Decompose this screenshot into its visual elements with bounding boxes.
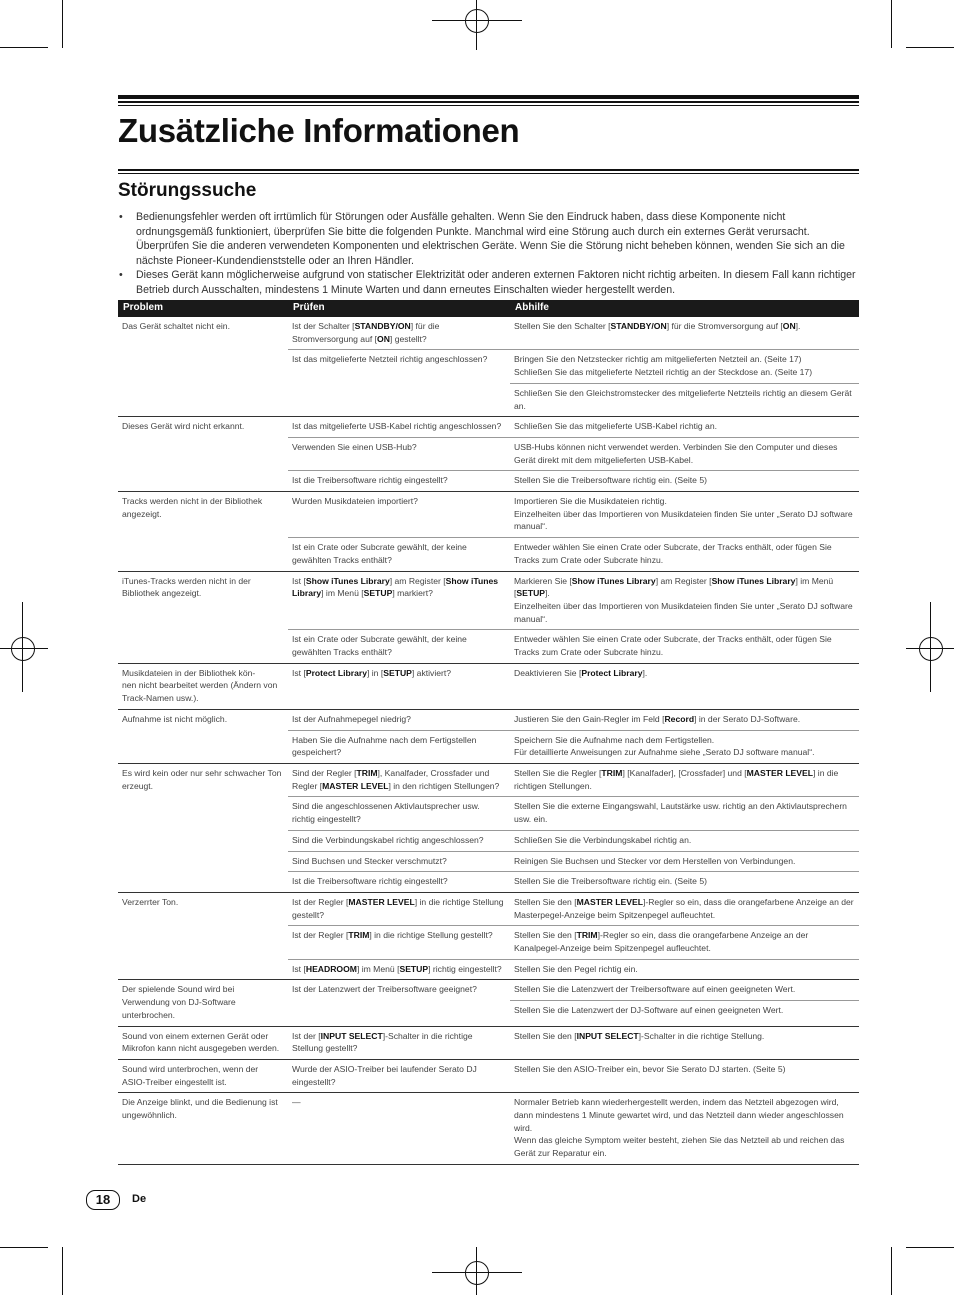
crop-mark (0, 47, 48, 48)
check-cell: Sind der Regler [TRIM], Kanalfader, Crossfader und Regler [MASTER LEVEL] in den richtigen Stellungen? (292, 767, 500, 791)
problem-cell: Musikdateien in der Bibliothek kön- nen nicht bearbeitet werden (Ändern von Track-Namen usw.). (122, 667, 278, 704)
check-cell: Ist das mitgelieferte Netzteil richtig angeschlossen? (292, 354, 488, 365)
check-row (288, 710, 859, 730)
check-cell: Ist der Regler [TRIM] in die richtige Stellung gestellt? (292, 930, 493, 941)
check-row (288, 437, 859, 470)
remedy-cell: Stellen Sie die Latenzwert der Treibersoftware auf einen geeigneten Wert. (514, 984, 796, 995)
remedy-cell: Speichern Sie die Aufnahme nach dem Fertigstellen. Für detaillierte Anweisungen zur Aufnahme siehe „Serato DJ software manual“. (514, 734, 815, 758)
check-row (288, 893, 859, 925)
check-cell: — (292, 1097, 301, 1108)
table-row (118, 1060, 859, 1093)
check-cell: Ist die Treibersoftware richtig eingestellt? (292, 876, 448, 887)
check-cell: Ist [HEADROOM] im Menü [SETUP] richtig eingestellt? (292, 963, 502, 974)
check-cell: Ist [Show iTunes Library] am Register [Show iTunes Library] im Menü [SETUP] markiert? (292, 575, 498, 599)
problem-cell: Sound wird unterbrochen, wenn der ASIO-Treiber eingestellt ist. (122, 1063, 259, 1087)
check-cell: Ist die Treibersoftware richtig eingestellt? (292, 475, 448, 486)
check-row (288, 492, 859, 537)
crop-mark (891, 0, 892, 48)
remedy-cell: Stellen Sie die externe Eingangswahl, Lautstärke usw. richtig an den Aktivlautsprechern usw. ein. (514, 801, 847, 825)
check-row (288, 830, 859, 851)
check-row (288, 851, 859, 872)
header-rule (118, 105, 859, 106)
check-row (288, 349, 859, 416)
check-row (288, 925, 859, 958)
check-cell: Ist der Schalter [STANDBY/ON] für die Stromversorgung auf [ON] gestellt? (292, 321, 440, 344)
header-remedy: Abhilfe (515, 302, 549, 314)
problem-cell: Aufnahme ist nicht möglich. (122, 713, 228, 724)
section-title: Störungssuche (118, 180, 257, 201)
problem-cell: Dieses Gerät wird nicht erkannt. (122, 421, 245, 432)
table-row (118, 492, 859, 572)
check-row (288, 1027, 859, 1059)
crop-mark (906, 1247, 954, 1248)
check-cell: Ist das mitgelieferte USB-Kabel richtig angeschlossen? (292, 421, 502, 432)
check-row (288, 572, 859, 630)
remedy-cell: Stellen Sie den Pegel richtig ein. (514, 963, 638, 974)
check-row (288, 664, 859, 684)
problem-cell: Sound von einem externen Gerät oder Mikrofon kann nicht ausgegeben werden. (122, 1030, 280, 1054)
header-rule (118, 95, 859, 99)
check-row (288, 730, 859, 763)
header-rule (118, 101, 859, 103)
remedy-cell: Stellen Sie den [MASTER LEVEL]-Regler so ein, dass die orangefarbene Anzeige an der Masterpegel-Anzeige beim Spitzenpegel aufleuchtet. (514, 896, 854, 920)
table-row (118, 1093, 859, 1165)
check-row (288, 1093, 859, 1164)
remedy-cell: Stellen Sie die Latenzwert der DJ-Software auf einen geeigneten Wert. (510, 1000, 859, 1021)
problem-cell: iTunes-Tracks werden nicht in der Bibliothek angezeigt. (122, 575, 251, 599)
remedy-cell: USB-Hubs können nicht verwendet werden. Verbinden Sie den Computer und dieses Gerät direkt mit dem mitgelieferten USB-Kabel. (514, 441, 838, 465)
remedy-cell: Stellen Sie den ASIO-Treiber ein, bevor Sie Serato DJ starten. (Seite 5) (514, 1063, 786, 1074)
intro-bullet: • Dieses Gerät kann möglicherweise aufgrund von statischer Elektrizität oder anderen externen Faktoren nicht richtig arbeiten. In diesem Fall kann richtiger Betrieb durch Ausschalten, mindestens 1 Minute Warten und dann erneutes Einschalten wieder hergestellt werden. (118, 268, 859, 297)
check-cell: Wurde der ASIO-Treiber bei laufender Serato DJ eingestellt? (292, 1063, 477, 1087)
remedy-cell: Schließen Sie die Verbindungskabel richtig an. (514, 834, 692, 845)
remedy-cell: Stellen Sie die Treibersoftware richtig ein. (Seite 5) (514, 475, 707, 486)
remedy-cell: Deaktivieren Sie [Protect Library]. (514, 667, 648, 678)
problem-cell: Es wird kein oder nur sehr schwacher Ton erzeugt. (122, 767, 282, 791)
remedy-cell: Stellen Sie den [INPUT SELECT]-Schalter in die richtige Stellung. (514, 1030, 765, 1041)
table-row (118, 893, 859, 981)
registration-circle (919, 637, 943, 661)
remedy-cell: Schließen Sie das mitgelieferte USB-Kabel richtig an. (514, 421, 718, 432)
title-rule (118, 173, 859, 174)
check-cell: Ist der Aufnahmepegel niedrig? (292, 713, 411, 724)
troubleshooting-table (118, 300, 859, 1165)
remedy-cell: Entweder wählen Sie einen Crate oder Subcrate, der Tracks enthält, oder fügen Sie Tracks zum Crate oder Subcrate hinzu. (514, 634, 832, 658)
check-cell: Sind die Verbindungskabel richtig angeschlossen? (292, 834, 484, 845)
remedy-cell: Normaler Betrieb kann wiederhergestellt werden, indem das Netzteil abgezogen wird, dann mindestens 1 Minute gewartet wird, und das Netzteil dann wieder angeschlossen wird. Wenn das gleiche Symptom weiter besteht, ziehen Sie das Netzteil ab und reichen das Gerät zur Reparatur ein. (514, 1097, 845, 1159)
intro-list (118, 210, 859, 298)
check-row (288, 317, 859, 349)
check-cell: Ist [Protect Library] in [SETUP] aktiviert? (292, 667, 452, 678)
table-row (118, 710, 859, 764)
remedy-cell: Entweder wählen Sie einen Crate oder Subcrate, der Tracks enthält, oder fügen Sie Tracks zum Crate oder Subcrate hinzu. (514, 542, 832, 565)
check-cell: Sind Buchsen und Stecker verschmutzt? (292, 855, 447, 866)
remedy-cell: Stellen Sie die Regler [TRIM] [Kanalfader], [Crossfader] und [MASTER LEVEL] in die richtigen Stellungen. (514, 767, 839, 791)
check-cell: Ist der [INPUT SELECT]-Schalter in die richtige Stellung gestellt? (292, 1030, 473, 1054)
table-row (118, 980, 859, 1026)
table-row (118, 417, 859, 492)
remedy-cell: Stellen Sie den Schalter [STANDBY/ON] für die Stromversorgung auf [ON]. (514, 321, 801, 331)
check-cell: Sind die angeschlossenen Aktivlautsprecher usw. richtig eingestellt? (292, 801, 480, 825)
check-row (288, 629, 859, 662)
intro-bullet: • Bedienungsfehler werden oft irrtümlich für Störungen oder Ausfälle gehalten. Wenn Sie den Eindruck haben, dass diese Komponente nicht ordnungsgemäß funktioniert, überprüfen Sie bitte die folgenden Punkte. Manchmal wird eine Störung auch durch ein externes Gerät verursacht. Überprüfen Sie die anderen verwendeten Komponenten und elektrischen Geräte. Wenn Sie die Störung nicht beheben können, wenden Sie sich an die nächste Pioneer-Kundendienststelle oder an Ihren Händler. (118, 210, 859, 268)
language-code: De (132, 1193, 147, 1205)
problem-cell: Tracks werden nicht in der Bibliothek angezeigt. (122, 496, 263, 519)
check-row (288, 796, 859, 829)
remedy-cell: Stellen Sie die Treibersoftware richtig ein. (Seite 5) (514, 876, 707, 887)
check-cell: Ist der Regler [MASTER LEVEL] in die richtige Stellung gestellt? (292, 896, 504, 920)
table-row (118, 1027, 859, 1060)
crop-mark (906, 47, 954, 48)
check-cell: Haben Sie die Aufnahme nach dem Fertigstellen gespeichert? (292, 734, 477, 758)
crop-mark (62, 0, 63, 48)
page-title: Zusätzliche Informationen (118, 112, 520, 149)
title-rule (118, 169, 859, 171)
check-row (288, 871, 859, 892)
header-check: Prüfen (293, 302, 325, 314)
check-cell: Ist ein Crate oder Subcrate gewählt, der keine gewählten Tracks enthält? (292, 634, 467, 658)
registration-circle (465, 1261, 489, 1285)
check-row (288, 959, 859, 980)
crop-mark (0, 1247, 48, 1248)
problem-cell: Der spielende Sound wird bei Verwendung von DJ-Software unterbrochen. (122, 984, 236, 1020)
check-row (288, 980, 859, 1020)
crop-mark (891, 1247, 892, 1295)
check-row (288, 470, 859, 491)
remedy-cell: Reinigen Sie Buchsen und Stecker vor dem Herstellen von Verbindungen. (514, 855, 796, 866)
registration-circle (11, 637, 35, 661)
registration-circle (465, 9, 489, 33)
check-row (288, 764, 859, 796)
remedy-cell: Markieren Sie [Show iTunes Library] am Register [Show iTunes Library] im Menü [SETUP]. Einzelheiten über das Importieren von Musikdateien finden Sie unter „Serato DJ software manual“. (514, 575, 853, 624)
page-number: 18 (86, 1190, 120, 1210)
remedy-cell: Importieren Sie die Musikdateien richtig. Einzelheiten über das Importieren von Musikdateien finden Sie unter „Serato DJ software manual“. (514, 496, 853, 532)
check-cell: Ist ein Crate oder Subcrate gewählt, der keine gewählten Tracks enthält? (292, 542, 467, 565)
problem-cell: Verzerrter Ton. (122, 896, 179, 907)
table-row (118, 664, 859, 710)
check-row (288, 1060, 859, 1092)
check-cell: Verwenden Sie einen USB-Hub? (292, 441, 417, 452)
header-problem: Problem (123, 302, 164, 314)
problem-cell: Das Gerät schaltet nicht ein. (122, 321, 230, 331)
table-row (118, 572, 859, 664)
crop-mark (62, 1247, 63, 1295)
problem-cell: Die Anzeige blinkt, und die Bedienung ist ungewöhnlich. (122, 1097, 278, 1121)
table-header (118, 300, 859, 317)
table-body (118, 317, 859, 1165)
check-row (288, 537, 859, 570)
check-row (288, 417, 859, 437)
table-row (118, 764, 859, 893)
remedy-cell: Justieren Sie den Gain-Regler im Feld [Record] in der Serato DJ-Software. (514, 713, 801, 724)
table-row (118, 317, 859, 417)
remedy-cell: Bringen Sie den Netzstecker richtig am mitgelieferten Netzteil an. (Seite 17) Schließen Sie das mitgelieferte Netzteil richtig an der Steckdose an. (Seite 17) (514, 354, 813, 378)
check-cell: Ist der Latenzwert der Treibersoftware geeignet? (292, 984, 477, 995)
remedy-cell: Stellen Sie den [TRIM]-Regler so ein, dass die orangefarbene Anzeige an der Kanalpegel-Anzeige beim Spitzenpegel aufleuchtet. (514, 930, 809, 954)
remedy-cell: Schließen Sie den Gleichstromstecker des mitgelieferte Netzteils richtig an diesem Gerät an. (510, 383, 859, 416)
check-cell: Wurden Musikdateien importiert? (292, 496, 418, 507)
